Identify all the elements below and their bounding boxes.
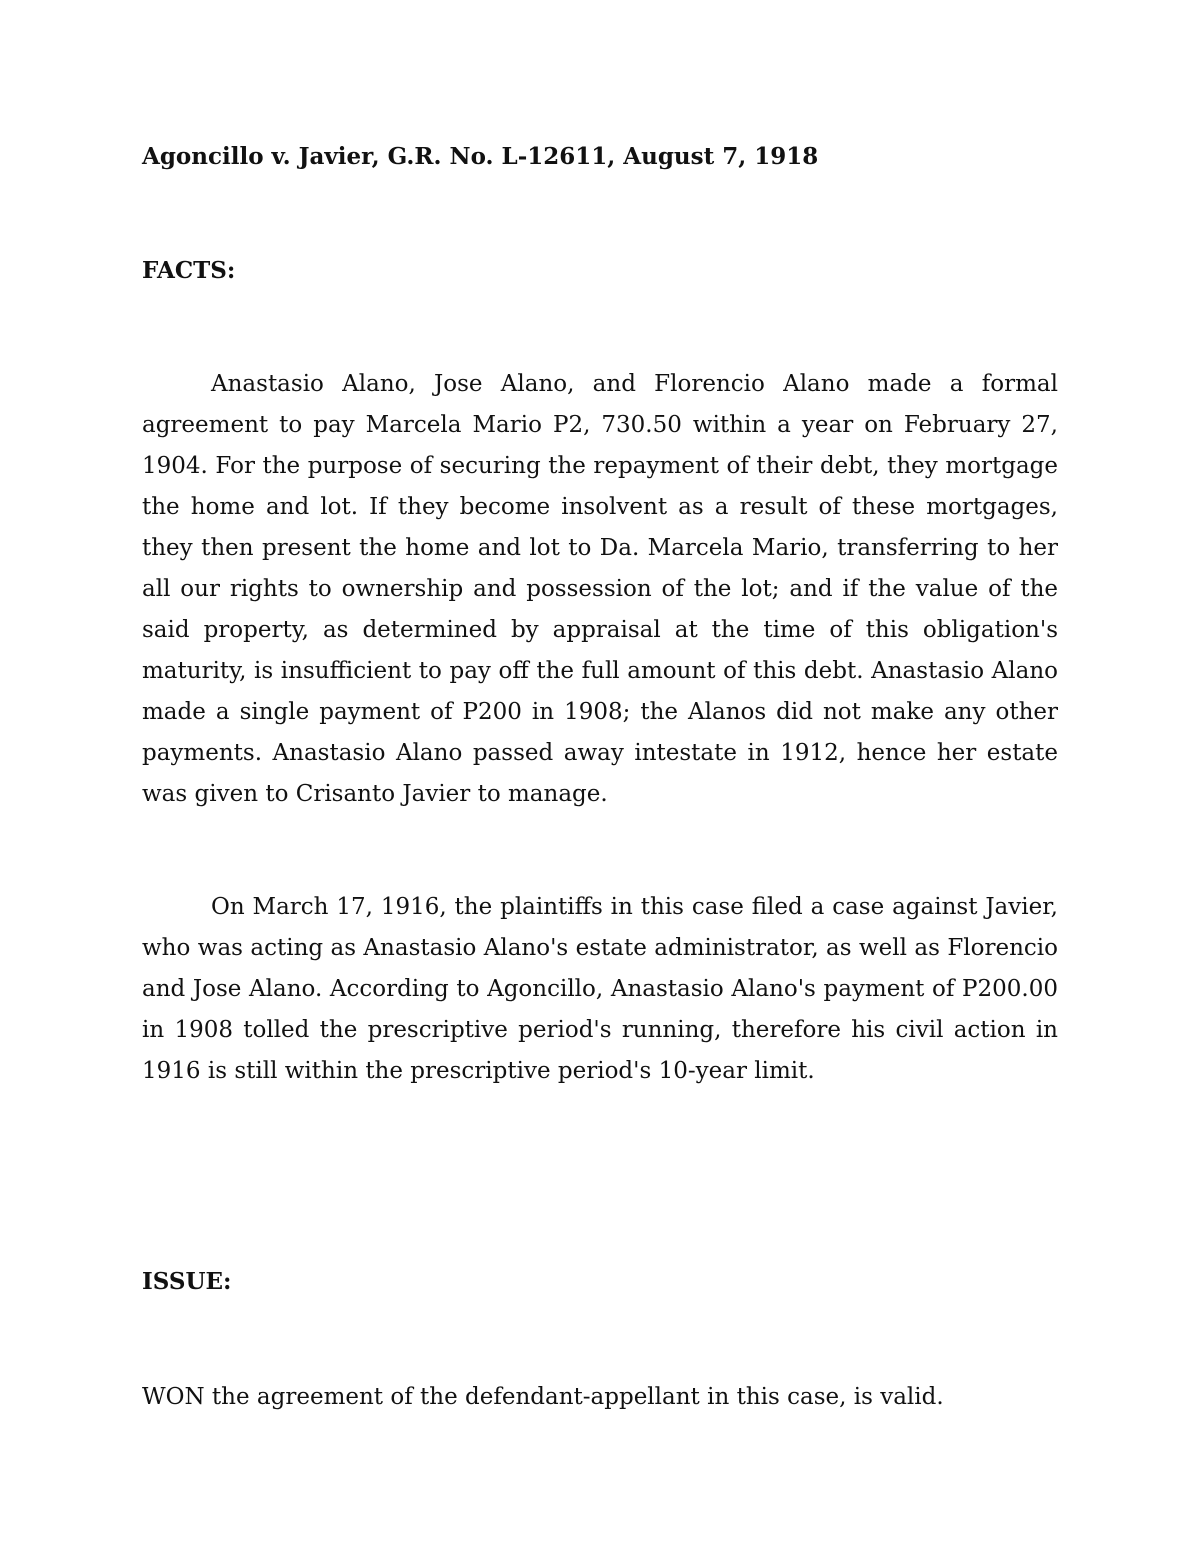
facts-paragraph-1: Anastasio Alano, Jose Alano, and Florencio Alano made a formal agreement to pay Marcela Mario P2, 730.50 within a year on February 27, 1904. For the purpose of securing the repayment of their debt, they mortgage the home and lot. If they become insolvent as a result of these mortgages, they then present the home and lot to Da. Marcela Mario, transferring to her all our rights to ownership and possession of the lot; and if the value of the said property, as determined by appraisal at the time of this obligation's maturity, is insufficient to pay off the full amount of this debt. Anastasio Alano made a single payment of P200 in 1908; the Alanos did not make any other payments. Anastasio Alano passed away intestate in 1912, hence her estate was given to Crisanto Javier to manage. <box>142 371 1058 807</box>
issue-heading: ISSUE: <box>142 1268 232 1295</box>
case-title: Agoncillo v. Javier, G.R. No. L-12611, August 7, 1918 <box>142 143 819 170</box>
issue-text: WON the agreement of the defendant-appellant in this case, is valid. <box>142 1384 944 1410</box>
facts-paragraph-2: On March 17, 1916, the plaintiffs in this case filed a case against Javier, who was acting as Anastasio Alano's estate administrator, as well as Florencio and Jose Alano. According to Agoncillo, Anastasio Alano's payment of P200.00 in 1908 tolled the prescriptive period's running, therefore his civil action in 1916 is still within the prescriptive period's 10-year limit. <box>142 894 1058 1084</box>
facts-heading: FACTS: <box>142 257 236 284</box>
